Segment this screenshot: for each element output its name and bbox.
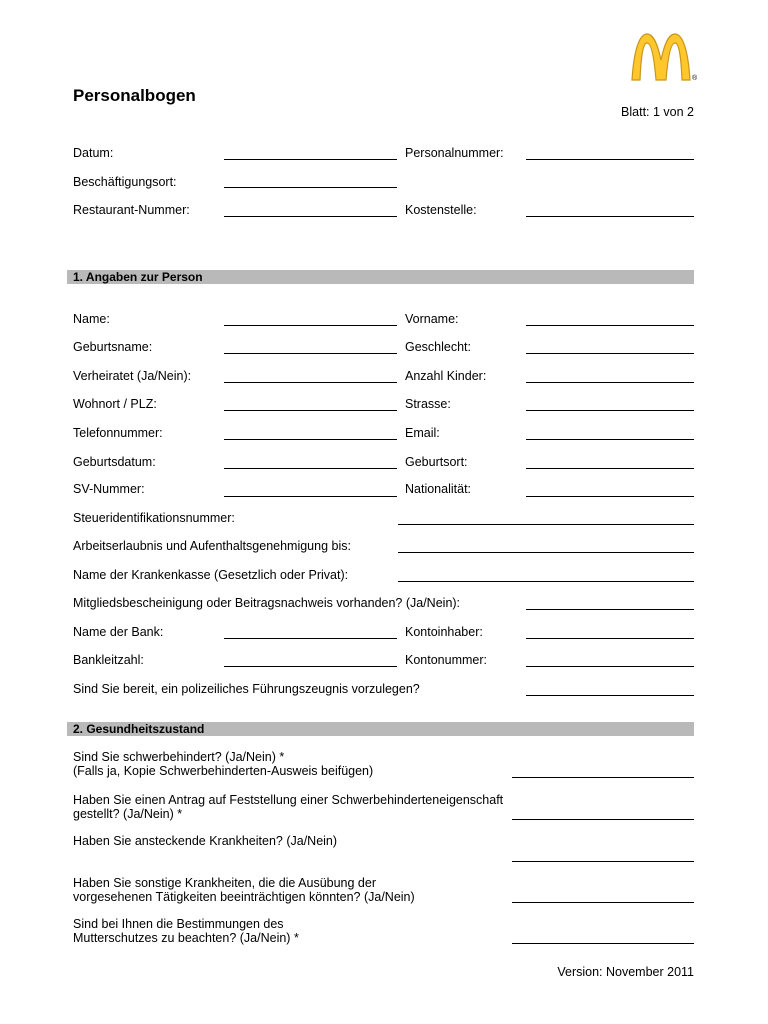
geburtsort-field[interactable] (526, 468, 694, 469)
telefonnummer-label: Telefonnummer: (73, 426, 163, 440)
restaurant-nummer-field[interactable] (224, 216, 397, 217)
verheiratet-label: Verheiratet (Ja/Nein): (73, 369, 192, 383)
sonstige-krankheiten-line-1: Haben Sie sonstige Krankheiten, die die Ausübung der (73, 876, 376, 890)
strasse-field[interactable] (526, 410, 694, 411)
bank-name-label: Name der Bank: (73, 625, 164, 639)
schwerbehindert-line-2: (Falls ja, Kopie Schwerbehinderten-Ausweis beifügen) (73, 764, 374, 778)
fuehrungszeugnis-field[interactable] (526, 695, 694, 696)
ansteckende-krankheiten-field[interactable] (512, 861, 694, 862)
strasse-label: Strasse: (405, 397, 451, 411)
steuer-id-label: Steueridentifikationsnummer: (73, 511, 235, 525)
restaurant-nummer-label: Restaurant-Nummer: (73, 203, 190, 217)
kontonummer-field[interactable] (526, 666, 694, 667)
schwerbehindert-question (73, 750, 373, 778)
mutterschutz-line-1: Sind bei Ihnen die Bestimmungen des (73, 917, 284, 931)
antrag-line-1: Haben Sie einen Antrag auf Feststellung einer Schwerbehinderteneigenschaft (73, 793, 504, 807)
antrag-question (73, 793, 503, 821)
geburtsname-label: Geburtsname: (73, 340, 153, 354)
mitgliedsbescheinigung-label: Mitgliedsbescheinigung oder Beitragsnachweis vorhanden? (Ja/Nein): (73, 596, 461, 610)
mitgliedsbescheinigung-field[interactable] (526, 609, 694, 610)
nationalitaet-label: Nationalität: (405, 482, 472, 496)
sheet-number: Blatt: 1 von 2 (621, 105, 694, 119)
mutterschutz-field[interactable] (512, 943, 694, 944)
datum-field[interactable] (224, 159, 397, 160)
antrag-line-2: gestellt? (Ja/Nein) * (73, 807, 183, 821)
bankleitzahl-label: Bankleitzahl: (73, 653, 144, 667)
sv-nummer-label: SV-Nummer: (73, 482, 145, 496)
kontoinhaber-label: Kontoinhaber: (405, 625, 483, 639)
arbeitserlaubnis-field[interactable] (398, 552, 694, 553)
section-1-header: 1. Angaben zur Person (67, 270, 694, 284)
anzahl-kinder-label: Anzahl Kinder: (405, 369, 487, 383)
kontoinhaber-field[interactable] (526, 638, 694, 639)
fuehrungszeugnis-label: Sind Sie bereit, ein polizeiliches Führungszeugnis vorzulegen? (73, 682, 420, 696)
krankenkasse-label: Name der Krankenkasse (Gesetzlich oder Privat): (73, 568, 349, 582)
geburtsort-label: Geburtsort: (405, 455, 468, 469)
kostenstelle-label: Kostenstelle: (405, 203, 477, 217)
vorname-label: Vorname: (405, 312, 459, 326)
mcdonalds-logo (628, 30, 700, 86)
geburtsname-field[interactable] (224, 353, 397, 354)
email-label: Email: (405, 426, 440, 440)
krankenkasse-field[interactable] (398, 581, 694, 582)
personalnummer-field[interactable] (526, 159, 694, 160)
geburtsdatum-label: Geburtsdatum: (73, 455, 156, 469)
ansteckende-krankheiten-question: Haben Sie ansteckende Krankheiten? (Ja/Nein) (73, 834, 338, 848)
telefonnummer-field[interactable] (224, 439, 397, 440)
arbeitserlaubnis-label: Arbeitserlaubnis und Aufenthaltsgenehmigung bis: (73, 539, 351, 553)
kostenstelle-field[interactable] (526, 216, 694, 217)
kontonummer-label: Kontonummer: (405, 653, 487, 667)
sv-nummer-field[interactable] (224, 496, 397, 497)
vorname-field[interactable] (526, 325, 694, 326)
bank-name-field[interactable] (224, 638, 397, 639)
page-title: Personalbogen (73, 86, 196, 105)
wohnort-label: Wohnort / PLZ: (73, 397, 157, 411)
steuer-id-field[interactable] (398, 524, 694, 525)
personalnummer-label: Personalnummer: (405, 146, 504, 160)
geschlecht-field[interactable] (526, 353, 694, 354)
schwerbehindert-line-1: Sind Sie schwerbehindert? (Ja/Nein) * (73, 750, 285, 764)
sonstige-krankheiten-question (73, 876, 415, 904)
section-2-header: 2. Gesundheitszustand (67, 722, 694, 736)
wohnort-field[interactable] (224, 410, 397, 411)
datum-label: Datum: (73, 146, 114, 160)
schwerbehindert-field[interactable] (512, 777, 694, 778)
bankleitzahl-field[interactable] (224, 666, 397, 667)
verheiratet-field[interactable] (224, 382, 397, 383)
version-note: Version: November 2011 (557, 965, 694, 979)
email-field[interactable] (526, 439, 694, 440)
antrag-field[interactable] (512, 819, 694, 820)
sonstige-krankheiten-line-2: vorgesehenen Tätigkeiten beeinträchtigen könnten? (Ja/Nein) (73, 890, 415, 904)
registered-mark: ® (692, 75, 698, 82)
name-field[interactable] (224, 325, 397, 326)
beschaeftigungsort-field[interactable] (224, 187, 397, 188)
name-label: Name: (73, 312, 110, 326)
mutterschutz-line-2: Mutterschutzes zu beachten? (Ja/Nein) * (73, 931, 299, 945)
sonstige-krankheiten-field[interactable] (512, 902, 694, 903)
beschaeftigungsort-label: Beschäftigungsort: (73, 175, 177, 189)
geschlecht-label: Geschlecht: (405, 340, 472, 354)
mutterschutz-question (73, 917, 299, 945)
nationalitaet-field[interactable] (526, 496, 694, 497)
anzahl-kinder-field[interactable] (526, 382, 694, 383)
geburtsdatum-field[interactable] (224, 468, 397, 469)
